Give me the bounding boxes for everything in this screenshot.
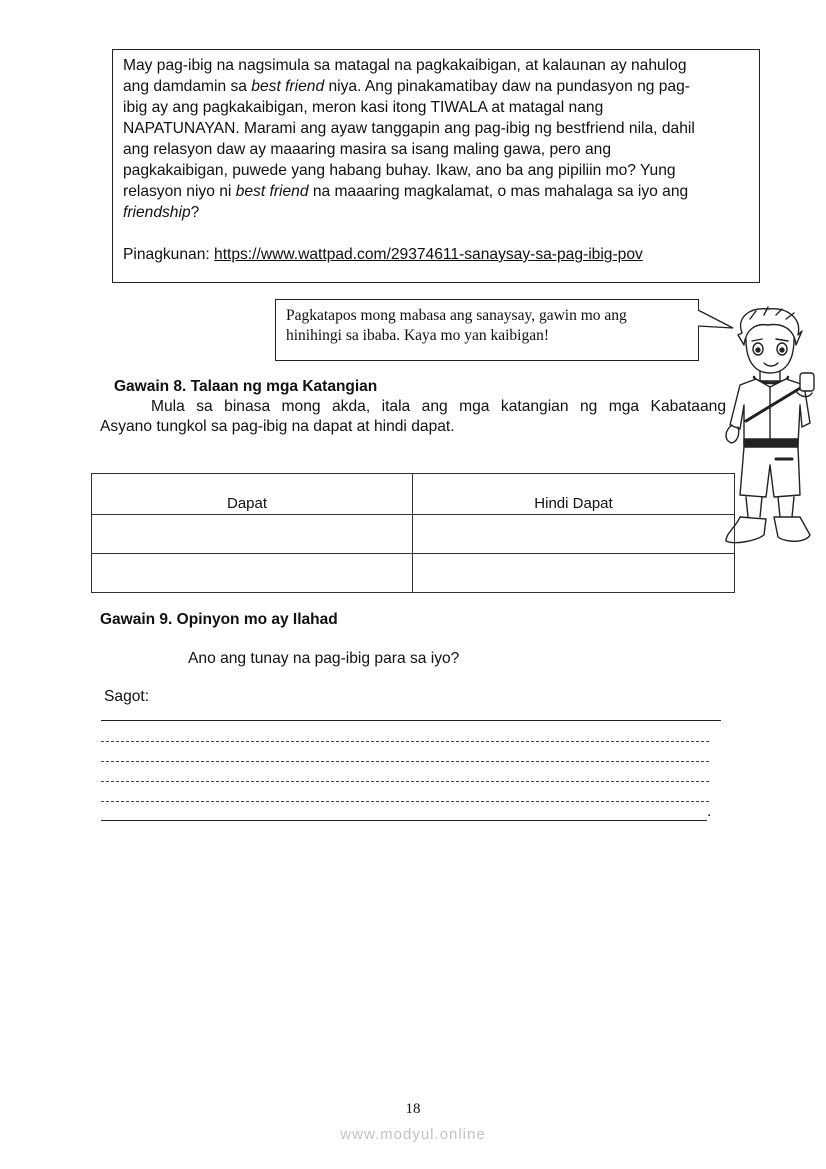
table-cell-input[interactable] — [92, 554, 413, 593]
column-label: Dapat — [226, 495, 268, 512]
essay-line: May pag-ibig na nagsimula sa matagal na pagkakaibigan, at kalaunan ay nahulog — [123, 57, 687, 74]
gawain9-title: Gawain 9. Opinyon mo ay Ilahad — [100, 611, 338, 628]
answer-label: Sagot: — [104, 688, 150, 705]
essay-emphasis: best friend — [251, 78, 325, 95]
column-label: Hindi Dapat — [534, 495, 613, 512]
essay-source — [123, 244, 749, 265]
essay-line — [123, 202, 749, 223]
table-row — [92, 554, 735, 593]
essay-text: ? — [190, 204, 200, 221]
answer-line[interactable] — [101, 820, 707, 821]
essay-text: ang damdamin sa — [123, 78, 252, 95]
answer-line[interactable] — [101, 781, 709, 782]
essay-line: ang relasyon daw ay maaaring masira sa isang maling gawa, pero ang — [123, 141, 612, 158]
page-number: 18 — [405, 1101, 421, 1117]
speech-bubble — [275, 299, 699, 361]
essay-line — [123, 76, 749, 97]
answer-line[interactable] — [101, 720, 721, 721]
bubble-line: hinihingi sa ibaba. Kaya mo yan kaibigan! — [286, 327, 550, 344]
watermark: www.modyul.online — [340, 1126, 486, 1143]
table-header-row — [92, 474, 735, 515]
table-cell-input[interactable] — [413, 515, 735, 554]
answer-end-mark: . — [707, 803, 712, 820]
essay-line — [123, 181, 749, 202]
answer-line[interactable] — [101, 801, 709, 802]
essay-text: na maaaring magkalamat, o mas mahalaga sa iyo ang — [308, 183, 689, 200]
essay-emphasis: best friend — [235, 183, 309, 200]
instruction-line: Asyano tungkol sa pag-ibig na dapat at hindi dapat. — [100, 418, 455, 435]
column-header-dapat — [92, 474, 413, 515]
essay-box — [112, 49, 760, 283]
answer-line[interactable] — [101, 741, 709, 742]
table-cell-input[interactable] — [413, 554, 735, 593]
column-header-hindi-dapat — [413, 474, 735, 515]
table-cell-input[interactable] — [92, 515, 413, 554]
essay-text: relasyon niyo ni — [123, 183, 236, 200]
essay-line: pagkakaibigan, puwede yang habang buhay. Ikaw, ano ba ang pipiliin mo? Yung — [123, 162, 676, 179]
gawain8-instruction — [100, 397, 726, 437]
essay-text: niya. Ang pinakamatibay daw na pundasyon ng pag- — [324, 78, 690, 95]
essay-emphasis: friendship — [123, 204, 191, 221]
gawain9-question: Ano ang tunay na pag-ibig para sa iyo? — [188, 650, 460, 667]
gawain8-title: Gawain 8. Talaan ng mga Katangian — [114, 378, 378, 395]
answer-line[interactable] — [101, 761, 709, 762]
essay-line: ibig ay ang pagkakaibigan, meron kasi itong TIWALA at matagal nang — [123, 99, 604, 116]
table-row — [92, 515, 735, 554]
essay-line: NAPATUNAYAN. Marami ang ayaw tanggapin ang pag-ibig ng bestfriend nila, dahil — [123, 120, 695, 137]
source-label: Pinagkunan: — [123, 246, 215, 263]
source-link[interactable]: https://www.wattpad.com/29374611-sanaysay-sa-pag-ibig-pov — [214, 246, 643, 263]
katangian-table — [91, 473, 735, 593]
bubble-line: Pagkatapos mong mabasa ang sanaysay, gawin mo ang — [286, 307, 627, 324]
instruction-line: Mula sa binasa mong akda, itala ang mga katangian ng mga Kabataang — [151, 398, 726, 415]
